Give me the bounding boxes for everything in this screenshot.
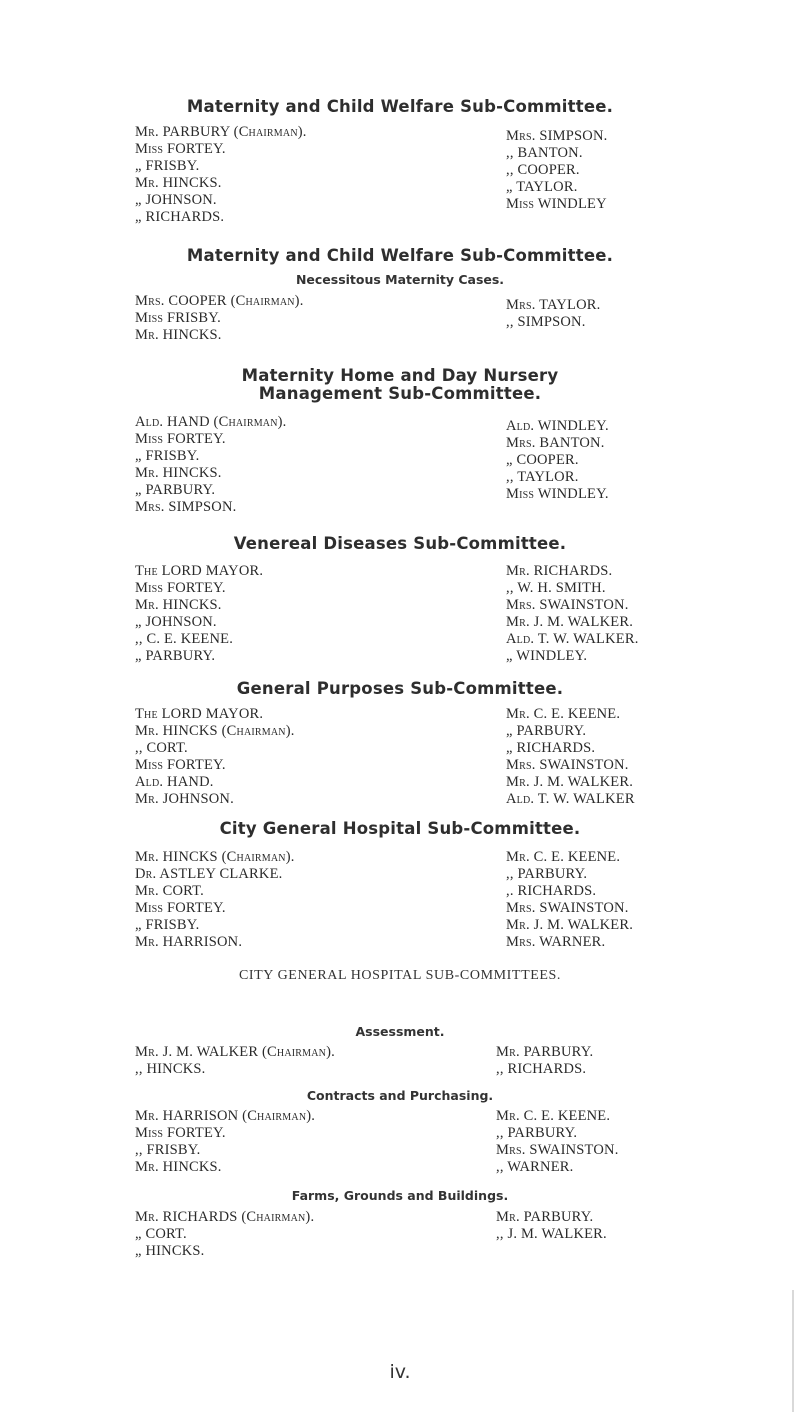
- section-heading: Venereal Diseases Sub-Committee.: [233, 534, 567, 553]
- member-name: „ COOPER.: [506, 452, 579, 468]
- member-name: Mr. RICHARDS (Chairman).: [135, 1209, 315, 1225]
- member-name: ,, TAYLOR.: [506, 469, 579, 485]
- member-name: ,, RICHARDS.: [496, 1061, 587, 1077]
- member-name: Mr. C. E. KEENE.: [496, 1108, 611, 1124]
- member-list-right: [506, 418, 609, 503]
- section-heading-line-2: Management Sub-Committee.: [258, 384, 542, 403]
- section-heading: Maternity and Child Welfare Sub-Committee.: [186, 97, 614, 116]
- member-name: Mr. HINCKS.: [135, 175, 222, 191]
- member-name: Mr. PARBURY.: [496, 1044, 594, 1060]
- member-name: Mr. PARBURY.: [496, 1209, 594, 1225]
- member-name: Mr. HINCKS.: [135, 1159, 222, 1175]
- member-name: ,, BANTON.: [506, 145, 583, 161]
- section-heading: City General Hospital Sub-Committee.: [219, 819, 581, 838]
- member-name: Miss FORTEY.: [135, 757, 226, 773]
- member-name: „ PARBURY.: [135, 648, 216, 664]
- subsection-heading: Farms, Grounds and Buildings.: [291, 1188, 509, 1203]
- member-list-left: [135, 563, 263, 665]
- member-name: ,, C. E. KEENE.: [135, 631, 234, 647]
- member-name: ,, HINCKS.: [135, 1061, 206, 1077]
- member-name: „ FRISBY.: [135, 448, 200, 464]
- member-list-right: [496, 1209, 607, 1243]
- member-name: Ald. HAND (Chairman).: [135, 414, 287, 430]
- member-name: „ HINCKS.: [135, 1243, 205, 1259]
- member-name: ,, CORT.: [135, 740, 188, 756]
- member-list-right: [506, 706, 635, 808]
- section-heading: General Purposes Sub-Committee.: [236, 679, 564, 698]
- member-name: Dr. ASTLEY CLARKE.: [135, 866, 283, 882]
- member-name: ,, FRISBY.: [135, 1142, 201, 1158]
- member-name: Mrs. COOPER (Chairman).: [135, 293, 304, 309]
- member-name: Mr. JOHNSON.: [135, 791, 234, 807]
- member-name: „ CORT.: [135, 1226, 187, 1242]
- member-name: Mrs. SWAINSTON.: [496, 1142, 619, 1158]
- member-list-left: [135, 414, 287, 516]
- section-heading: Maternity Home and Day Nursery: [241, 366, 559, 385]
- member-name: Miss WINDLEY.: [506, 486, 609, 502]
- member-name: Mrs. SIMPSON.: [135, 499, 237, 515]
- member-name: Mr. J. M. WALKER.: [506, 614, 634, 630]
- scan-edge: [792, 1290, 794, 1412]
- member-name: Miss FORTEY.: [135, 141, 226, 157]
- page-number: iv.: [389, 1361, 411, 1383]
- member-name: Mr. HINCKS (Chairman).: [135, 849, 295, 865]
- member-name: „ RICHARDS.: [135, 209, 225, 225]
- member-name: Miss FORTEY.: [135, 1125, 226, 1141]
- member-list-right: [506, 849, 633, 951]
- member-name: Mr. C. E. KEENE.: [506, 849, 621, 865]
- member-name: Mrs. WARNER.: [506, 934, 606, 950]
- member-name: Mrs. SWAINSTON.: [506, 597, 629, 613]
- member-name: Mr. J. M. WALKER.: [506, 774, 634, 790]
- member-name: Mr. C. E. KEENE.: [506, 706, 621, 722]
- section-heading: Maternity and Child Welfare Sub-Committee.: [186, 246, 614, 265]
- member-list-right: [496, 1044, 593, 1078]
- member-name: Miss FORTEY.: [135, 580, 226, 596]
- member-name: „ TAYLOR.: [506, 179, 578, 195]
- member-name: ,, W. H. SMITH.: [506, 580, 606, 596]
- member-name: Miss FORTEY.: [135, 431, 226, 447]
- member-list-right: [506, 563, 639, 665]
- member-name: Miss WINDLEY: [506, 196, 607, 212]
- member-name: Mr. J. M. WALKER.: [506, 917, 634, 933]
- member-list-left: [135, 849, 295, 951]
- member-name: „ JOHNSON.: [135, 192, 217, 208]
- hospital-subcommittees-title: CITY GENERAL HOSPITAL SUB-COMMITTEES.: [238, 968, 562, 983]
- member-list-left: [135, 124, 307, 226]
- member-name: The LORD MAYOR.: [135, 706, 264, 722]
- member-name: Ald. T. W. WALKER: [506, 791, 635, 807]
- member-name: „ PARBURY.: [506, 723, 587, 739]
- member-name: Miss FRISBY.: [135, 310, 221, 326]
- member-name: Mr. J. M. WALKER (Chairman).: [135, 1044, 335, 1060]
- member-name: „ RICHARDS.: [506, 740, 596, 756]
- member-name: ,, PARBURY.: [506, 866, 588, 882]
- member-name: Mr. RICHARDS.: [506, 563, 613, 579]
- member-name: Mr. HINCKS.: [135, 327, 222, 343]
- member-list-left: [135, 1108, 315, 1176]
- subsection-heading: Contracts and Purchasing.: [306, 1088, 494, 1103]
- member-name: ,, WARNER.: [496, 1159, 574, 1175]
- member-name: Ald. HAND.: [135, 774, 214, 790]
- member-name: Ald. WINDLEY.: [506, 418, 609, 434]
- member-list-left: [135, 1044, 335, 1078]
- member-name: Mr. HINCKS.: [135, 465, 222, 481]
- member-name: ,, J. M. WALKER.: [496, 1226, 607, 1242]
- member-name: „ FRISBY.: [135, 158, 200, 174]
- member-list-right: [496, 1108, 619, 1176]
- section-subheading: Necessitous Maternity Cases.: [295, 272, 505, 287]
- member-name: Mr. HINCKS (Chairman).: [135, 723, 295, 739]
- member-list-left: [135, 706, 295, 808]
- member-name: „ PARBURY.: [135, 482, 216, 498]
- member-name: Mrs. SIMPSON.: [506, 128, 608, 144]
- member-list-right: [506, 128, 607, 213]
- member-name: Mrs. SWAINSTON.: [506, 900, 629, 916]
- member-name: ,. RICHARDS.: [506, 883, 597, 899]
- member-name: ,, COOPER.: [506, 162, 580, 178]
- member-name: Mr. CORT.: [135, 883, 204, 899]
- member-list-left: [135, 293, 304, 344]
- member-name: Mrs. BANTON.: [506, 435, 605, 451]
- member-list-right: [506, 297, 600, 331]
- member-name: Mr. HINCKS.: [135, 597, 222, 613]
- member-list-left: [135, 1209, 314, 1260]
- member-name: „ WINDLEY.: [506, 648, 588, 664]
- member-name: The LORD MAYOR.: [135, 563, 264, 579]
- member-name: „ FRISBY.: [135, 917, 200, 933]
- member-name: Ald. T. W. WALKER.: [506, 631, 639, 647]
- subsection-heading: Assessment.: [355, 1024, 445, 1039]
- member-name: Mr. PARBURY (Chairman).: [135, 124, 307, 140]
- member-name: Mr. HARRISON.: [135, 934, 243, 950]
- member-name: Mr. HARRISON (Chairman).: [135, 1108, 316, 1124]
- member-name: Mrs. TAYLOR.: [506, 297, 601, 313]
- member-name: Miss FORTEY.: [135, 900, 226, 916]
- member-name: „ JOHNSON.: [135, 614, 217, 630]
- member-name: ,, PARBURY.: [496, 1125, 578, 1141]
- member-name: Mrs. SWAINSTON.: [506, 757, 629, 773]
- member-name: ,, SIMPSON.: [506, 314, 586, 330]
